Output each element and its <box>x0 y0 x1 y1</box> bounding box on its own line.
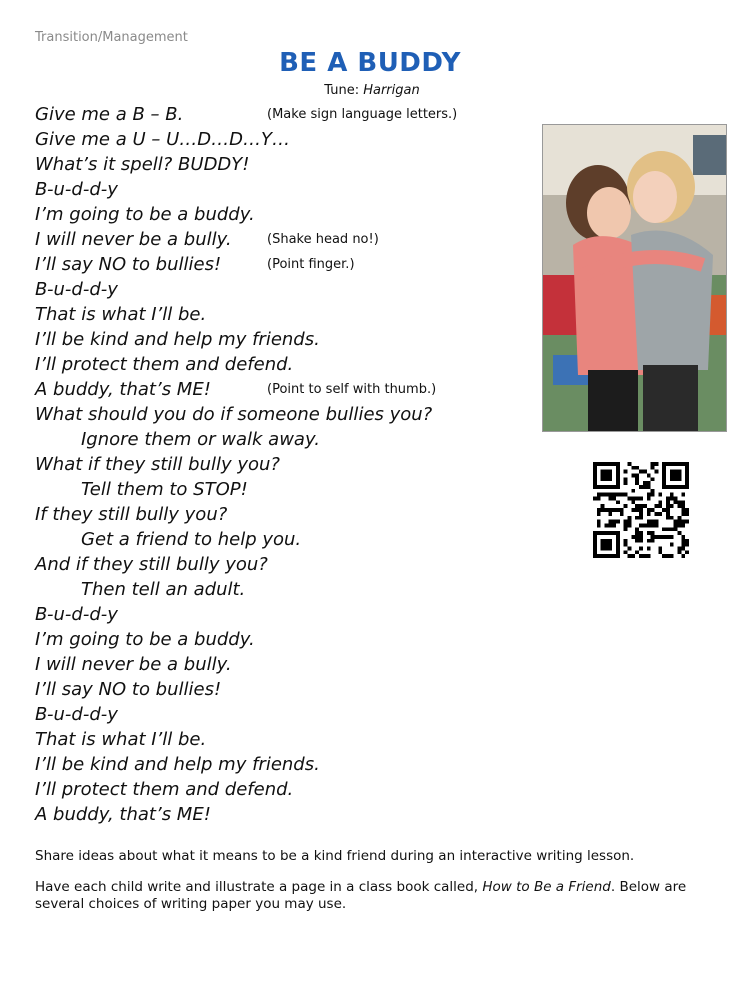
lyric-text: I’m going to be a buddy. <box>35 204 255 225</box>
lyric-line <box>35 302 535 327</box>
lyric-text: What if they still bully you? <box>35 454 280 475</box>
lyric-line <box>35 627 535 652</box>
lyric-line <box>35 377 535 402</box>
lyric-line <box>35 702 535 727</box>
lyric-text: B-u-d-d-y <box>35 179 118 200</box>
lyric-line <box>35 577 535 602</box>
lyric-line <box>35 502 535 527</box>
lyric-text: That is what I’ll be. <box>35 304 207 325</box>
tune-name: Harrigan <box>363 83 420 98</box>
lyric-text: I’ll protect them and defend. <box>35 354 294 375</box>
lyric-text: I’ll protect them and defend. <box>35 779 294 800</box>
lyric-text: I’ll say NO to bullies! <box>35 254 222 275</box>
lyric-line <box>35 402 535 427</box>
qr-code[interactable] <box>593 462 689 558</box>
lyric-line <box>35 552 535 577</box>
lyric-line <box>35 602 535 627</box>
lyric-line <box>35 802 535 827</box>
lyric-line <box>35 427 535 452</box>
lyric-text: I’ll say NO to bullies! <box>35 679 222 700</box>
lyric-line <box>35 452 535 477</box>
teacher-notes <box>35 848 725 927</box>
action-note: (Point finger.) <box>267 257 355 272</box>
lyric-text: B-u-d-d-y <box>35 604 118 625</box>
lyric-line <box>35 477 535 502</box>
lyric-text: B-u-d-d-y <box>35 279 118 300</box>
lyric-text: What’s it spell? BUDDY! <box>35 154 250 175</box>
lyric-text: If they still bully you? <box>35 504 228 525</box>
lyric-text: And if they still bully you? <box>35 554 268 575</box>
lyric-text: Get a friend to help you. <box>81 529 302 550</box>
lyric-text: Then tell an adult. <box>81 579 246 600</box>
tune-label: Tune: <box>324 83 360 98</box>
action-note: (Make sign language letters.) <box>267 107 458 122</box>
lyric-line <box>35 177 535 202</box>
lyric-line <box>35 677 535 702</box>
lyric-text: Give me a B – B. <box>35 104 184 125</box>
lyric-text: Ignore them or walk away. <box>81 429 320 450</box>
lyric-line <box>35 252 535 277</box>
lyric-text: Give me a U – U…D…D…Y… <box>35 129 290 150</box>
lyric-line <box>35 102 535 127</box>
note-interactive-writing: Share ideas about what it means to be a kind friend during an interactive writing lesson. <box>35 848 635 864</box>
lyric-line <box>35 777 535 802</box>
lyric-line <box>35 277 535 302</box>
lyric-line <box>35 227 535 252</box>
lyric-line <box>35 727 535 752</box>
lyric-text: I’ll be kind and help my friends. <box>35 754 320 775</box>
children-hugging-photo <box>542 124 727 432</box>
lyric-text: A buddy, that’s ME! <box>35 379 211 400</box>
action-note: (Shake head no!) <box>267 232 379 247</box>
lyric-line <box>35 752 535 777</box>
lyric-text: I’m going to be a buddy. <box>35 629 255 650</box>
lyric-text: I will never be a bully. <box>35 654 232 675</box>
page-title: BE A BUDDY <box>279 48 461 78</box>
tune-line <box>0 83 744 98</box>
lyric-text: What should you do if someone bullies you? <box>35 404 433 425</box>
category-label: Transition/Management <box>35 30 188 45</box>
lyric-text: A buddy, that’s ME! <box>35 804 211 825</box>
lyric-text: I will never be a bully. <box>35 229 232 250</box>
lyric-text: I’ll be kind and help my friends. <box>35 329 320 350</box>
lyric-line <box>35 127 535 152</box>
lyric-line <box>35 327 535 352</box>
book-title: How to Be a Friend <box>482 879 611 895</box>
lyric-line <box>35 152 535 177</box>
lyric-line <box>35 652 535 677</box>
lyric-text: Tell them to STOP! <box>81 479 248 500</box>
action-note: (Point to self with thumb.) <box>267 382 437 397</box>
song-lyrics <box>35 102 535 827</box>
lyric-text: That is what I’ll be. <box>35 729 207 750</box>
lyric-line <box>35 352 535 377</box>
lyric-line <box>35 527 535 552</box>
lyric-text: B-u-d-d-y <box>35 704 118 725</box>
note-class-book: Have each child write and illustrate a page in a class book called, How to Be a Friend. Below are several choices of writing paper you may use. <box>35 879 687 912</box>
lyric-line <box>35 202 535 227</box>
